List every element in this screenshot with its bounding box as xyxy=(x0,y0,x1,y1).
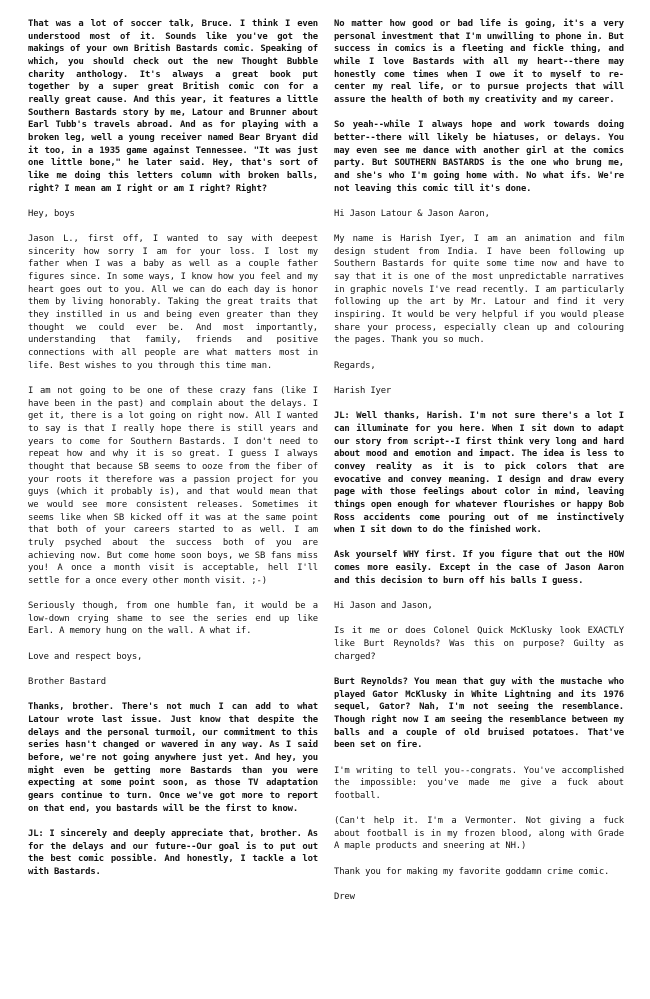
letter-paragraph: My name is Harish Iyer, I am an animation and film design student from India. I have been following up Southern Bastards for quite some time now and have to say that it is one of the most unpredictable narratives in graphic novels I've read recently. I am particularly following up the art by Mr. Latour and find it very inspiring. It would be very helpful if you would please share your process, especially clean up and colouring the pages. Thank you so much. xyxy=(334,234,624,346)
response-paragraph: JL: I sincerely and deeply appreciate that, brother. As for the delays and our future--Our goal is to put out the best comic possible. And honestly, I tackle a lot with Bastards. xyxy=(28,828,318,877)
letter-paragraph: (Can't help it. I'm a Vermonter. Not giving a fuck about football is in my frozen blood, along with Grade A maple products and sneering at NH.) xyxy=(334,816,624,852)
letter-paragraph: Love and respect boys, xyxy=(28,651,143,662)
response-paragraph: That was a lot of soccer talk, Bruce. I think I even understood most of it. Sounds like you've got the makings of your own British Bastards comic. Speaking of which, you should check out the new Thought Bubble charity anthology. It's always a great book put together by a super great British comic con for a really great cause. And this year, it features a little Southern Bastards story by me, Latour and Brunner about Earl Tubb's travels abroad. And as for playing with a broken leg, well a young receiver named Bear Bryant did it too, in a 1935 game against Tennessee. "It was just one little bone," he later said. Hey, that's sort of like me doing this letters column with broken balls, right? I mean am I right or am I right? Right? xyxy=(28,19,318,194)
letter-paragraph: I'm writing to tell you--congrats. You've accomplished the impossible: you've made me give a fuck about football. xyxy=(334,765,624,801)
letter-paragraph: Jason L., first off, I wanted to say with deepest sincerity how sorry I am for your loss. I lost my father when I was a baby as well as a couple father figures since. In some ways, I know how you feel and my heart goes out to you. All we can do each day is honor them by living honorably. Taking the great traits that they instilled in us and being even greater than they thought we could ever be. And most importantly, understanding that family, friends and positive connections with all people are what matters most in life. Best wishes to you through this time man. xyxy=(28,234,318,371)
letter-paragraph: Harish Iyer xyxy=(334,385,392,396)
letter-paragraph: Seriously though, from one humble fan, it would be a low-down crying shame to see the series end up like Earl. A memory hung on the wall. A what if. xyxy=(28,601,318,637)
right-column xyxy=(334,18,624,999)
response-paragraph: Burt Reynolds? You mean that guy with the mustache who played Gator McKlusky in White Lightning and its 1976 sequel, Gator? Nah, I'm not seeing the resemblance. Though right now I am seeing the resemblance between my balls and a couple of old bruised potatoes. That've been set on fire. xyxy=(334,676,624,751)
letter-paragraph: Thank you for making my favorite goddamn crime comic. xyxy=(334,866,610,877)
letter-paragraph: Hey, boys xyxy=(28,208,75,219)
letter-paragraph: Hi Jason and Jason, xyxy=(334,601,433,612)
response-paragraph: Thanks, brother. There's not much I can add to what Latour wrote last issue. Just know that despite the delays and the personal turmoil, our commitment to this series hasn't changed or wavered in any way. As I said before, we're not going anywhere just yet. And hey, you might even be getting more Bastards than you were expecting at some point soon, as those TV adaptation gears continue to turn. Once we've got more to report on that end, you bastards will be the first to know. xyxy=(28,702,318,814)
letter-paragraph: Hi Jason Latour & Jason Aaron, xyxy=(334,208,490,219)
letter-paragraph: Is it me or does Colonel Quick McKlusky look EXACTLY like Burt Reynolds? Was this on purpose? Guilty as charged? xyxy=(334,626,624,662)
response-paragraph: JL: Well thanks, Harish. I'm not sure there's a lot I can illuminate for you here. When I sit down to adapt our story from script--I first think very long and hard about mood and emotion and impact. The idea is less to convey reality as it is to pick colors that are evocative and convey meaning. I design and draw every page with those feelings about color in mind, leaving things open enough for whatever flourishes or happy Bob Ross accidents come pouring out of me instinctively when I sit down to do the finished work. xyxy=(334,411,624,536)
response-paragraph: No matter how good or bad life is going, it's a very personal investment that I'm unwilling to phone in. But success in comics is a fleeting and fickle thing, and while I love Bastards with all my heart--there may honestly come times when I owe it to myself to re-center my real life, or to pursue projects that will assure the health of both my creativity and my career. xyxy=(334,19,624,105)
response-paragraph: Ask yourself WHY first. If you figure that out the HOW comes more easily. Except in the case of Jason Aaron and this decision to burn off his balls I guess. xyxy=(334,550,624,586)
response-paragraph: So yeah--while I always hope and work towards doing better--there will likely be hiatuses, or delays. You may even see me dance with another girl at the comics party. But SOUTHERN BASTARDS is the one who brung me, and she's who I'm going home with. No what ifs. We're not leaving this comic till it's done. xyxy=(334,120,624,194)
left-column xyxy=(28,18,318,999)
letter-paragraph: Brother Bastard xyxy=(28,677,106,688)
letter-paragraph: Drew xyxy=(334,892,355,903)
letter-paragraph: Regards, xyxy=(334,360,376,371)
letter-paragraph: I am not going to be one of these crazy fans (like I have been in the past) and complain about the delays. I get it, there is a lot going on right now. All I wanted to say is that I really hope there is still years and years to come for Southern Bastards. I don't need to repeat how and why it is so great. I guess I always thought that because SB seems to ooze from the fiber of your roots it therefore was a passion project for you guys (which it probably is), and that would mean that we would see more consistent releases. Sometimes it seems like when SB kicked off it was at the same point that both of your careers started to as well. I am truly psyched about the success both of you are achieving now. But come home soon boys, we SB fans miss you! A once a month visit is acceptable, hell I'll settle for a once every other month visit. ;-) xyxy=(28,385,318,586)
